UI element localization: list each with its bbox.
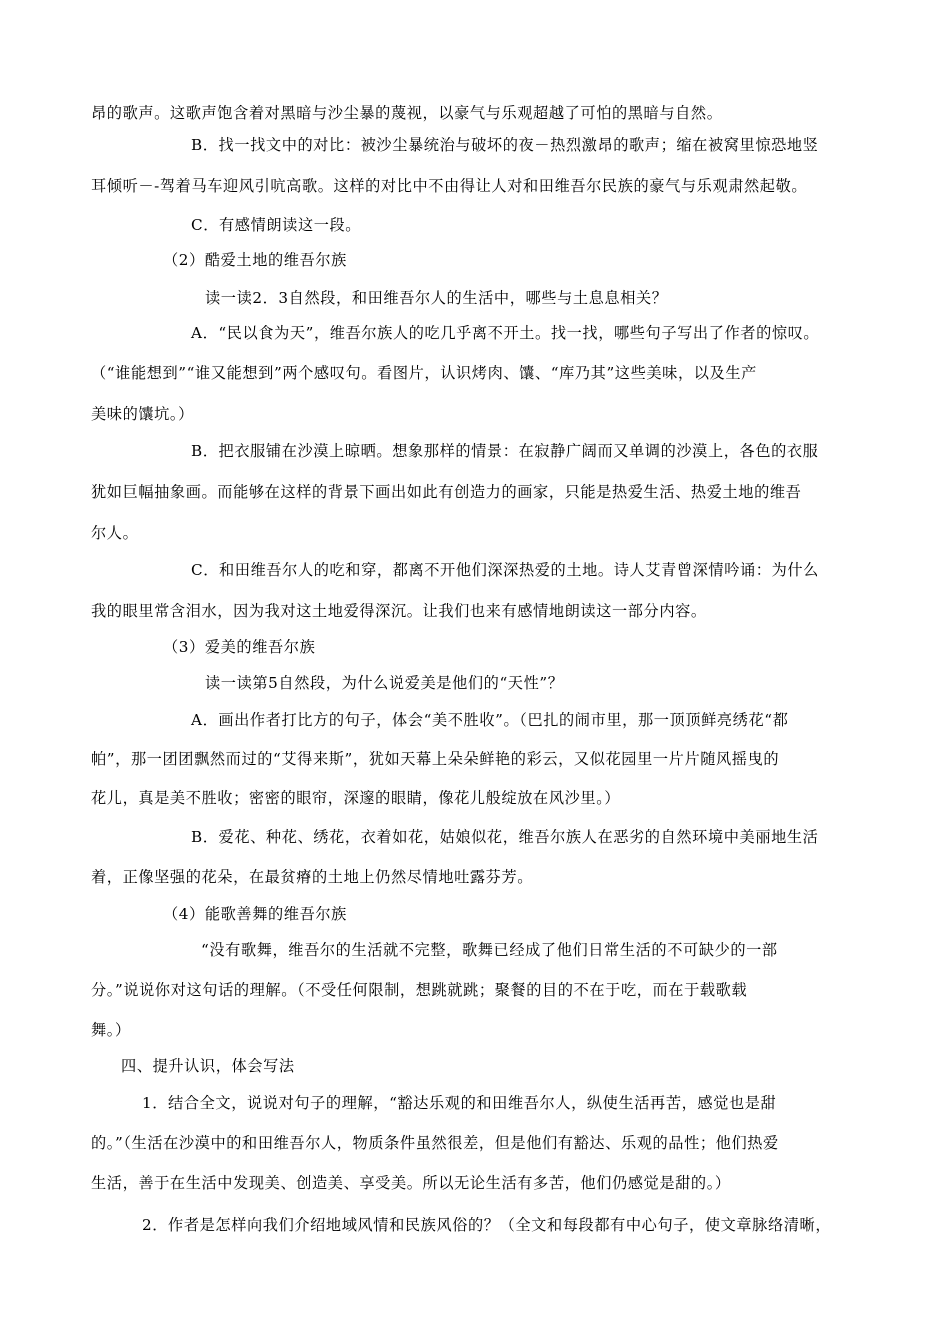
text-line: 的。”（生活在沙漠中的和田维吾尔人，物质条件虽然很差，但是他们有豁达、乐观的品性；他们热爱 — [91, 1134, 779, 1152]
text-line: 昂的歌声。这歌声饱含着对黑暗与沙尘暴的蔑视，以豪气与乐观超越了可怕的黑暗与自然。 — [91, 104, 723, 122]
text-line: A．画出作者打比方的句子，体会“美不胜收”。（巴扎的闹市里，那一顶顶鲜亮绣花“都 — [191, 711, 789, 729]
text-line: C．有感情朗读这一段。 — [191, 216, 362, 234]
text-line: 尔人。 — [91, 524, 139, 542]
text-line: 读一读2．3自然段，和田维吾尔人的生活中，哪些与土息息相关？ — [205, 289, 668, 307]
text-line: 读一读第5自然段，为什么说爱美是他们的“天性”？ — [205, 674, 564, 692]
text-line: B．把衣服铺在沙漠上晾晒。想象那样的情景：在寂静广阔而又单调的沙漠上，各色的衣服 — [191, 442, 819, 460]
text-line: 舞。） — [91, 1021, 131, 1039]
section-heading: （2）酷爱土地的维吾尔族 — [163, 251, 347, 269]
text-line: 花儿，真是美不胜收；密密的眼帘，深邃的眼睛，像花儿般绽放在风沙里。） — [91, 789, 621, 807]
text-line: B．找一找文中的对比：被沙尘暴统治与破坏的夜－热烈激昂的歌声；缩在被窝里惊恐地竖 — [191, 136, 819, 154]
text-line: 耳倾听－-驾着马车迎风引吭高歌。这样的对比中不由得让人对和田维吾尔民族的豪气与乐观肃然起敬。 — [91, 177, 808, 195]
section-heading: 四、提升认识，体会写法 — [121, 1057, 295, 1075]
text-line: 1．结合全文，说说对句子的理解，“豁达乐观的和田维吾尔人，纵使生活再苦，感觉也是甜 — [142, 1094, 777, 1112]
section-heading: （4）能歌善舞的维吾尔族 — [163, 905, 347, 923]
text-line: 帕”，那一团团飘然而过的“艾得来斯”，犹如天幕上朵朵鲜艳的彩云，又似花园里一片片随风摇曳的 — [91, 750, 780, 768]
text-line: 着，正像坚强的花朵，在最贫瘠的土地上仍然尽情地吐露芬芳。 — [91, 868, 534, 886]
text-line: B．爱花、种花、绣花，衣着如花，姑娘似花，维吾尔族人在恶劣的自然环境中美丽地生活 — [191, 828, 819, 846]
text-line: （“谁能想到”“谁又能想到”两个感叹句。看图片，认识烤肉、馕、“库乃其”这些美味，以及生产 — [91, 364, 757, 382]
text-line: C．和田维吾尔人的吃和穿，都离不开他们深深热爱的土地。诗人艾青曾深情吟诵：为什么 — [191, 561, 819, 579]
section-heading: （3）爱美的维吾尔族 — [163, 638, 316, 656]
text-line: A．“民以食为天”，维吾尔族人的吃几乎离不开土。找一找，哪些句子写出了作者的惊叹。 — [191, 324, 820, 342]
text-line: 分。”说说你对这句话的理解。（不受任何限制，想跳就跳；聚餐的目的不在于吃，而在于载歌载 — [91, 981, 748, 999]
text-line: 美味的馕坑。） — [91, 405, 194, 423]
text-line: “没有歌舞，维吾尔的生活就不完整，歌舞已经成了他们日常生活的不可缺少的一部 — [201, 941, 778, 959]
text-line: 犹如巨幅抽象画。而能够在这样的背景下画出如此有创造力的画家，只能是热爱生活、热爱土地的维吾 — [91, 483, 802, 501]
text-line: 我的眼里常含泪水，因为我对这土地爱得深沉。让我们也来有感情地朗读这一部分内容。 — [91, 602, 707, 620]
text-line: 生活，善于在生活中发现美、创造美、享受美。所以无论生活有多苦，他们仍感觉是甜的。） — [91, 1174, 731, 1192]
text-line: 2．作者是怎样向我们介绍地域风情和民族风俗的？（全文和每段都有中心句子，使文章脉络清晰， — [142, 1216, 832, 1234]
